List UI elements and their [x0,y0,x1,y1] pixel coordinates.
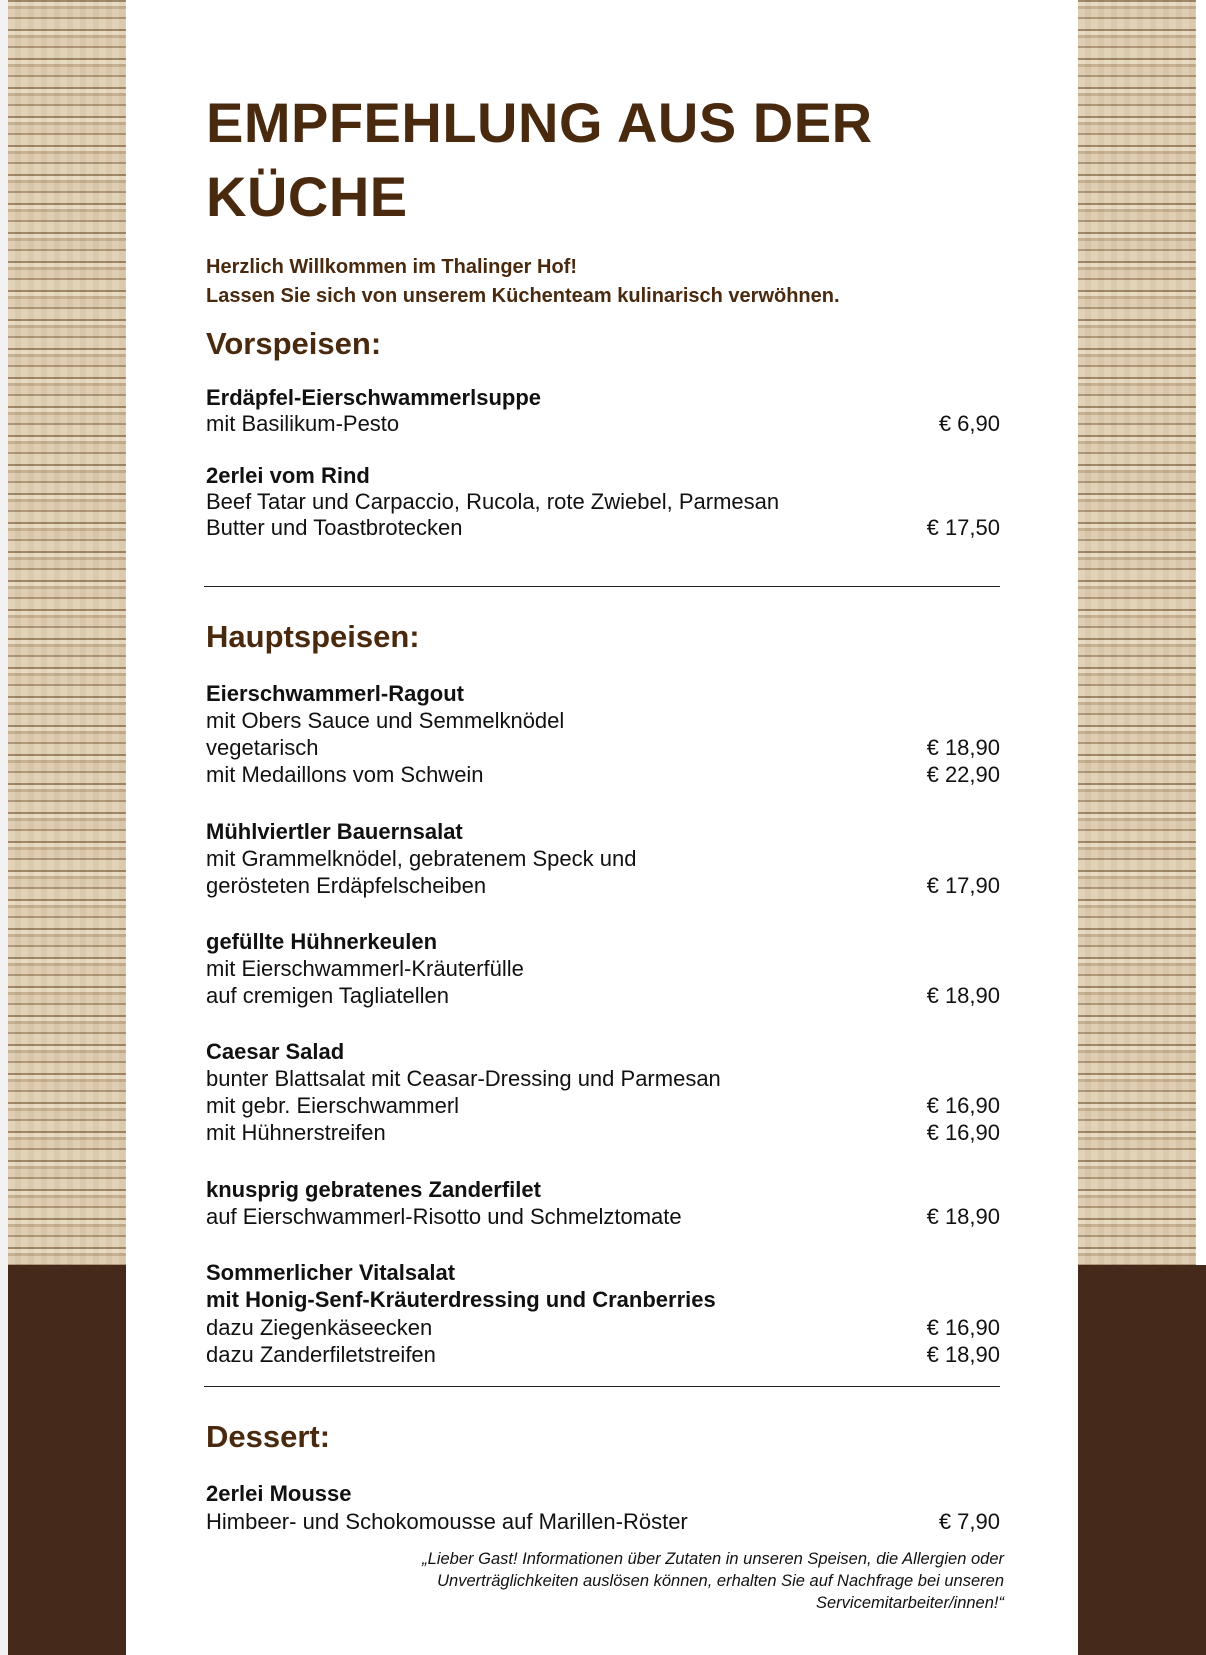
dish-description: Himbeer- und Schokomousse auf Marillen-Röster [206,1509,688,1534]
section-heading-mains: Hauptspeisen: [206,619,420,654]
dish-name: knusprig gebratenes Zanderfilet [206,1177,541,1202]
wood-panel-right [1078,0,1196,1265]
dish-price: € 18,90 [926,735,1000,760]
allergen-note-line-2: Unverträglichkeiten auslösen können, erhalten Sie auf Nachfrage bei unseren [437,1572,1004,1590]
welcome-line-1: Herzlich Willkommen im Thalinger Hof! [206,256,577,278]
dish-name: Erdäpfel-Eierschwammerlsuppe [206,385,542,410]
dark-panel-right [1078,1265,1206,1655]
allergen-note [344,1548,1004,1614]
dish-price: € 16,90 [926,1093,1000,1118]
dish-price: € 6,90 [938,411,1000,436]
section-heading-starters: Vorspeisen: [206,326,382,361]
dish-name: Eierschwammerl-Ragout [206,681,464,706]
dish-name: gefüllte Hühnerkeulen [206,929,438,954]
dish-description: mit Basilikum-Pesto [206,411,400,436]
dish-price: € 17,90 [926,873,1000,898]
dish-name-subtitle: mit Honig-Senf-Kräuterdressing und Cranberries [206,1287,716,1312]
dish-price: € 7,90 [938,1509,1000,1534]
dish-name: 2erlei Mousse [206,1481,352,1506]
dish-variant: mit Hühnerstreifen [206,1120,386,1145]
allergen-note-line-1: „Lieber Gast! Informationen über Zutaten in unseren Speisen, die Allergien oder [422,1550,1004,1568]
title-line-1: EMPFEHLUNG AUS DER [206,91,873,154]
dish-variant: dazu Ziegenkäseecken [206,1315,433,1340]
dish-variant: vegetarisch [206,735,319,760]
dish-price: € 18,90 [926,983,1000,1008]
dish-price: € 18,90 [926,1342,1000,1367]
dish-variant: mit Medaillons vom Schwein [206,762,484,787]
section-divider [204,586,1000,587]
allergen-note-line-3: Servicemitarbeiter/innen!“ [816,1594,1004,1612]
dish-description: mit Grammelknödel, gebratenem Speck und [206,846,637,871]
section-divider [204,1386,1000,1387]
dish-name: Caesar Salad [206,1039,345,1064]
dish-description: auf Eierschwammerl-Risotto und Schmelztomate [206,1204,682,1229]
welcome-line-2: Lassen Sie sich von unserem Küchenteam kulinarisch verwöhnen. [206,285,840,307]
wood-panel-left [8,0,126,1265]
dish-variant: mit gebr. Eierschwammerl [206,1093,460,1118]
dish-description: gerösteten Erdäpfelscheiben [206,873,487,898]
menu-title [206,86,926,234]
dish-price: € 16,90 [926,1315,1000,1340]
dish-description: mit Obers Sauce und Semmelknödel [206,708,565,733]
dish-variant: dazu Zanderfiletstreifen [206,1342,436,1367]
dish-price: € 22,90 [926,762,1000,787]
dish-price: € 18,90 [926,1204,1000,1229]
dark-panel-left [8,1265,126,1655]
dish-name: Sommerlicher Vitalsalat [206,1260,456,1285]
page-edge [0,0,8,1655]
dish-description: Butter und Toastbrotecken [206,515,463,540]
dish-price: € 17,50 [926,515,1000,540]
dish-price: € 16,90 [926,1120,1000,1145]
dish-description: auf cremigen Tagliatellen [206,983,449,1008]
dish-description: Beef Tatar und Carpaccio, Rucola, rote Zwiebel, Parmesan [206,489,780,514]
title-line-2: KÜCHE [206,165,408,228]
section-heading-dessert: Dessert: [206,1419,331,1454]
welcome-text [206,253,840,311]
dish-name: 2erlei vom Rind [206,463,370,488]
dish-name: Mühlviertler Bauernsalat [206,819,463,844]
dish-description: mit Eierschwammerl-Kräuterfülle [206,956,524,981]
dish-description: bunter Blattsalat mit Ceasar-Dressing und Parmesan [206,1066,721,1091]
